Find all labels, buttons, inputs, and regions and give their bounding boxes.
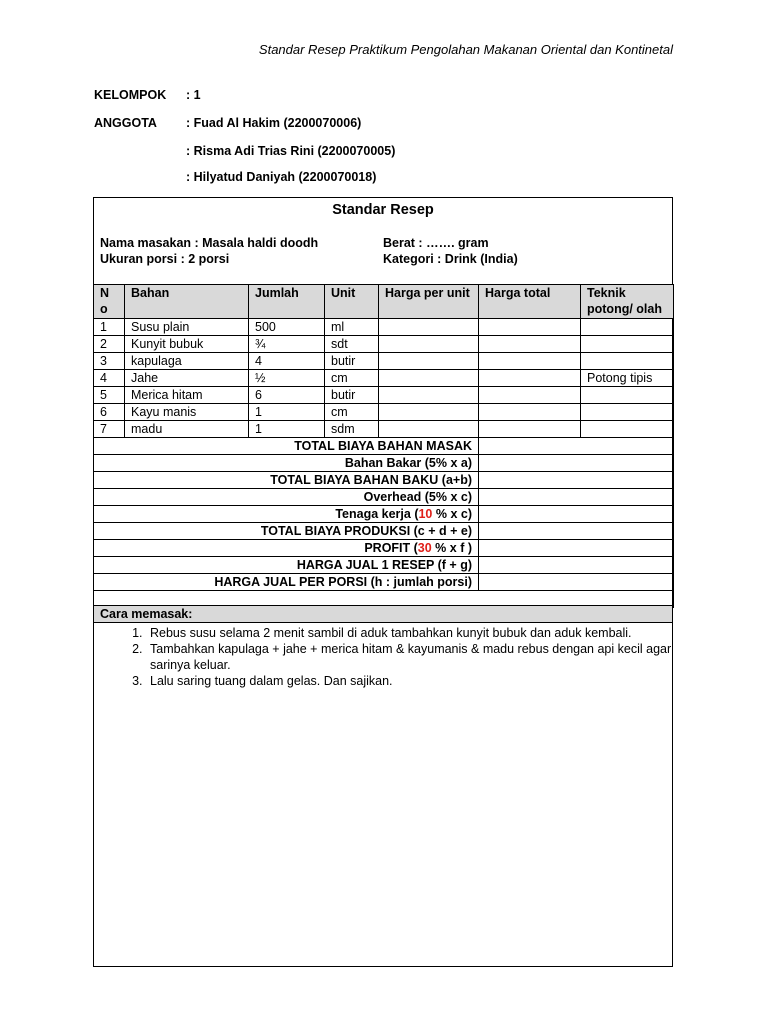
- cell-jumlah: 1: [249, 421, 325, 438]
- cell-harga-unit: [379, 387, 479, 404]
- col-header-harga-total: Harga total: [479, 285, 581, 319]
- cell-no: 5: [94, 387, 125, 404]
- table-row: [94, 387, 674, 404]
- cell-teknik: Potong tipis: [581, 370, 674, 387]
- cell-harga-unit: [379, 336, 479, 353]
- summary-text: TOTAL BIAYA PRODUKSI (c + d + e): [260, 524, 472, 538]
- cell-harga-total: [479, 336, 581, 353]
- anggota-line: [94, 170, 376, 184]
- recipe-title: Standar Resep: [332, 202, 434, 218]
- summary-value: [479, 472, 674, 489]
- summary-text: Overhead (5% x c): [363, 490, 472, 504]
- anggota-label: ANGGOTA: [94, 116, 157, 130]
- summary-text: TOTAL BIAYA BAHAN BAKU (a+b): [270, 473, 472, 487]
- cell-unit: ml: [325, 319, 379, 336]
- cell-unit: butir: [325, 387, 379, 404]
- cell-no: 7: [94, 421, 125, 438]
- summary-text: PROFIT (: [364, 541, 418, 555]
- summary-row: [94, 523, 674, 540]
- table-row: [94, 353, 674, 370]
- col-header-harga-per-unit: Harga per unit: [379, 285, 479, 319]
- col-header-no: N o: [94, 285, 125, 319]
- cell-bahan: Kayu manis: [125, 404, 249, 421]
- member-name: : Hilyatud Daniyah (2200070018): [186, 170, 377, 184]
- summary-value: [479, 540, 674, 557]
- col-header-teknik: Teknik potong/ olah: [581, 285, 674, 319]
- summary-value: [479, 523, 674, 540]
- cooking-steps: [94, 625, 706, 689]
- table-header-row: [94, 285, 674, 319]
- cell-harga-total: [479, 421, 581, 438]
- cooking-step: 2. Tambahkan kapulaga + jahe + merica hitam & kayumanis & madu rebus dengan api kecil agar sarinya keluar.: [146, 641, 706, 673]
- table-row: [94, 421, 674, 438]
- cell-unit: butir: [325, 353, 379, 370]
- summary-row: [94, 506, 674, 523]
- cell-harga-unit: [379, 370, 479, 387]
- cell-no: 2: [94, 336, 125, 353]
- cell-harga-total: [479, 353, 581, 370]
- summary-text: % x c): [432, 507, 472, 521]
- summary-text: Bahan Bakar (5% x a): [344, 456, 472, 470]
- summary-value: [479, 489, 674, 506]
- summary-value: [479, 574, 674, 591]
- summary-row: [94, 472, 674, 489]
- cooking-step: 3. Lalu saring tuang dalam gelas. Dan sajikan.: [146, 673, 706, 689]
- cell-no: 3: [94, 353, 125, 370]
- cell-teknik: [581, 387, 674, 404]
- summary-text: % x f ): [431, 541, 472, 555]
- kelompok-value: : 1: [186, 88, 201, 102]
- cell-unit: sdt: [325, 336, 379, 353]
- cell-bahan: Susu plain: [125, 319, 249, 336]
- summary-value: [479, 438, 674, 455]
- cell-jumlah: 500: [249, 319, 325, 336]
- cell-teknik: [581, 353, 674, 370]
- member-name: : Risma Adi Trias Rini (2200070005): [186, 144, 396, 158]
- summary-label: [94, 540, 479, 557]
- cell-jumlah: ½: [249, 370, 325, 387]
- cell-unit: cm: [325, 370, 379, 387]
- anggota-line: [94, 116, 361, 130]
- table-row: [94, 336, 674, 353]
- cell-no: 6: [94, 404, 125, 421]
- cell-jumlah: 6: [249, 387, 325, 404]
- cell-unit: cm: [325, 404, 379, 421]
- summary-row: [94, 489, 674, 506]
- cell-teknik: [581, 404, 674, 421]
- member-name: : Fuad Al Hakim (2200070006): [186, 116, 362, 130]
- summary-value: [479, 506, 674, 523]
- cell-harga-total: [479, 404, 581, 421]
- cell-harga-total: [479, 370, 581, 387]
- summary-row: [94, 455, 674, 472]
- summary-row: [94, 557, 674, 574]
- cell-unit: sdm: [325, 421, 379, 438]
- cell-no: 1: [94, 319, 125, 336]
- table-row: [94, 319, 674, 336]
- summary-value: [479, 455, 674, 472]
- kelompok-line: [94, 88, 201, 102]
- cell-bahan: Kunyit bubuk: [125, 336, 249, 353]
- summary-label: [94, 489, 479, 506]
- cost-table: [93, 284, 674, 608]
- cell-harga-unit: [379, 319, 479, 336]
- cell-harga-total: [479, 387, 581, 404]
- table-row: [94, 370, 674, 387]
- cell-bahan: Merica hitam: [125, 387, 249, 404]
- cell-bahan: kapulaga: [125, 353, 249, 370]
- summary-label: [94, 506, 479, 523]
- col-header-unit: Unit: [325, 285, 379, 319]
- document-header: Standar Resep Praktikum Pengolahan Makanan Oriental dan Kontinetal: [258, 42, 673, 57]
- summary-label: [94, 574, 479, 591]
- cell-teknik: [581, 336, 674, 353]
- summary-label: [94, 455, 479, 472]
- cell-teknik: [581, 421, 674, 438]
- ukuran-porsi: Ukuran porsi : 2 porsi: [100, 252, 230, 266]
- summary-text: TOTAL BIAYA BAHAN MASAK: [294, 439, 472, 453]
- anggota-line: [94, 144, 395, 158]
- summary-label: [94, 523, 479, 540]
- summary-text: HARGA JUAL PER PORSI (h : jumlah porsi): [214, 575, 472, 589]
- col-header-bahan: Bahan: [125, 285, 249, 319]
- cell-no: 4: [94, 370, 125, 387]
- berat: Berat : ……. gram: [383, 236, 489, 250]
- summary-row: [94, 438, 674, 455]
- summary-label: [94, 557, 479, 574]
- recipe-box: [93, 197, 673, 967]
- nama-masakan: Nama masakan : Masala haldi doodh: [100, 236, 319, 250]
- summary-percent: 10: [418, 507, 433, 521]
- kelompok-label: KELOMPOK: [94, 88, 167, 102]
- summary-text: HARGA JUAL 1 RESEP (f + g): [296, 558, 472, 572]
- summary-row: [94, 574, 674, 591]
- cell-bahan: Jahe: [125, 370, 249, 387]
- cara-memasak-heading: Cara memasak:: [93, 605, 673, 623]
- table-row: [94, 404, 674, 421]
- col-header-jumlah: Jumlah: [249, 285, 325, 319]
- summary-label: [94, 472, 479, 489]
- cooking-step: 1. Rebus susu selama 2 menit sambil di aduk tambahkan kunyit bubuk dan aduk kembali.: [146, 625, 706, 641]
- cell-harga-total: [479, 319, 581, 336]
- cell-jumlah: ¾: [249, 336, 325, 353]
- cell-jumlah: 1: [249, 404, 325, 421]
- cell-harga-unit: [379, 404, 479, 421]
- cell-bahan: madu: [125, 421, 249, 438]
- kategori: Kategori : Drink (India): [383, 252, 518, 266]
- cell-jumlah: 4: [249, 353, 325, 370]
- cell-harga-unit: [379, 421, 479, 438]
- summary-text: Tenaga kerja (: [335, 507, 419, 521]
- summary-percent: 30: [417, 541, 432, 555]
- summary-row: [94, 540, 674, 557]
- cell-teknik: [581, 319, 674, 336]
- summary-label: [94, 438, 479, 455]
- cell-harga-unit: [379, 353, 479, 370]
- summary-value: [479, 557, 674, 574]
